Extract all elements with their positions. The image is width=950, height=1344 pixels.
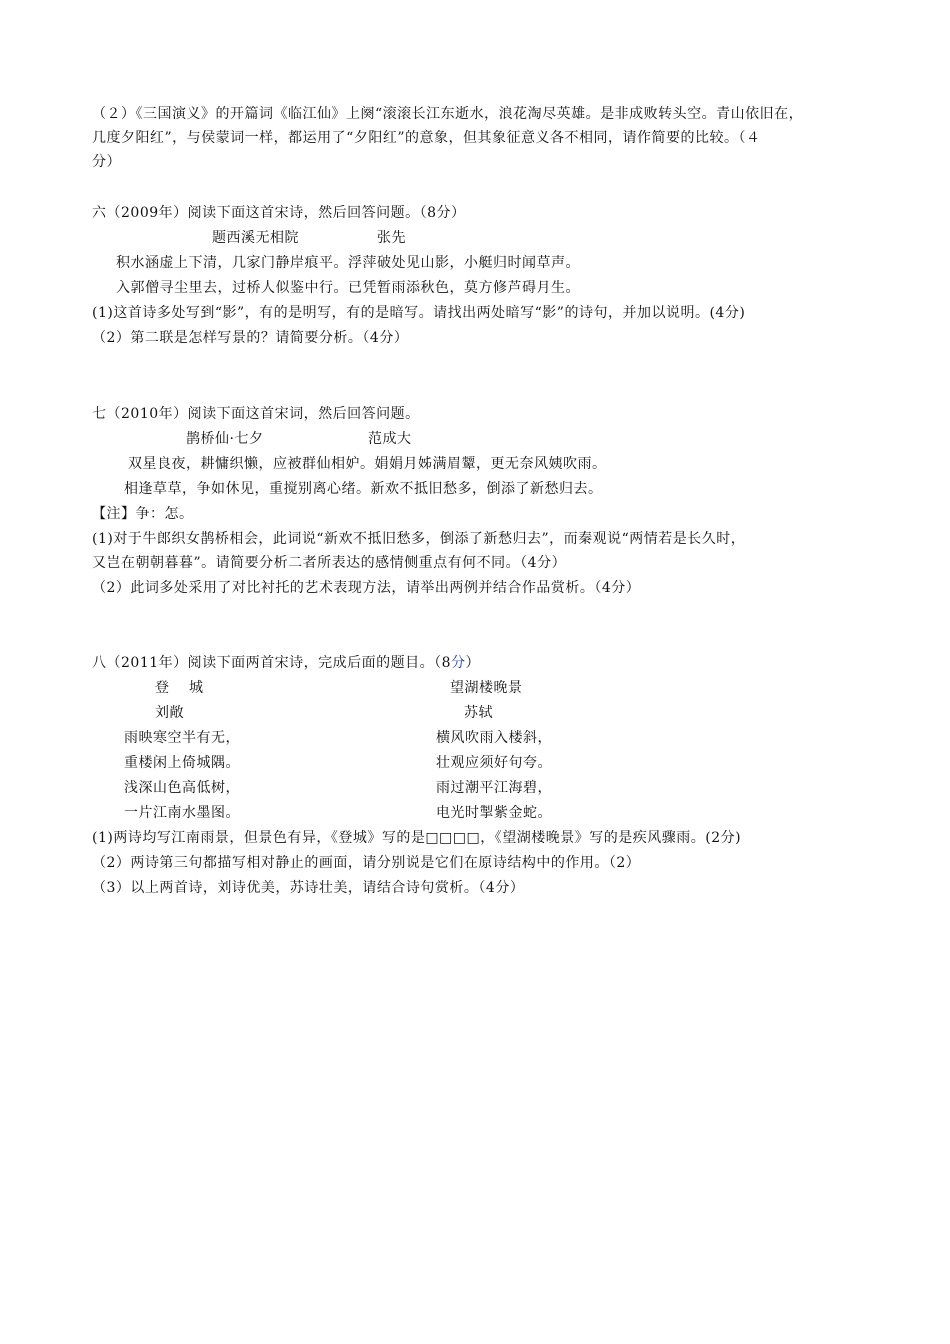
section-7-question1-line1: (1)对于牛郎织女鹊桥相会，此词说“新欢不抵旧愁多，倒添了新愁归去”，而秦观说“两情若是长久时， (92, 531, 746, 547)
section-7-poem-title: 鹊桥仙·七夕 (186, 431, 264, 447)
poem-b-title: 望湖楼晚景 (450, 680, 523, 696)
poem-b-line: 雨过潮平江海碧， (436, 780, 552, 796)
poem-b-line: 壮观应须好句夸。 (436, 755, 552, 771)
poem-a-author: 刘敞 (155, 705, 184, 721)
section-7-note: 【注】争：怎。 (92, 506, 194, 522)
section-6-poem-title: 题西溪无相院 (212, 230, 299, 246)
section-6-question1: (1)这首诗多处写到“影”，有的是明写，有的是暗写。请找出两处暗写“影”的诗句，并加以说明。(4分) (92, 305, 746, 321)
section-6-heading: 六（2009年）阅读下面这首宋诗，然后回答问题。（8分） (92, 205, 466, 221)
poem-b-author: 苏轼 (464, 705, 493, 721)
q5-2-line3: 分） (92, 154, 121, 170)
poem-a-line: 浅深山色高低树， (124, 780, 240, 796)
q5-2-line1: （２）《三国演义》的开篇词《临江仙》上阕“滚滚长江东逝水，浪花淘尽英雄。是非成败转头空。青山依旧在， (92, 106, 804, 122)
poem-b-line: 横风吹雨入楼斜， (436, 730, 552, 746)
section-6-poem-line1: 积水涵虚上下清，几家门静岸痕平。浮萍破处见山影，小艇归时闻草声。 (116, 255, 580, 271)
poem-b-line: 电光时掣紫金蛇。 (436, 805, 552, 821)
section-7-question2: （2）此词多处采用了对比衬托的艺术表现方法，请举出两例并结合作品赏析。（4分） (92, 580, 641, 596)
section-6-poem-line2: 入郭僧寻尘里去，过桥人似鉴中行。已凭暂雨添秋色，莫方修芦碍月生。 (116, 280, 580, 296)
section-7-poem-author: 范成大 (368, 431, 412, 447)
poem-a-line: 重楼闲上倚城隅。 (124, 755, 240, 771)
section-6-question2: （2）第二联是怎样写景的？请简要分析。（4分） (92, 330, 409, 346)
q5-2-line2: 几度夕阳红”，与侯蒙词一样，都运用了“夕阳红”的意象，但其象征意义各不相同，请作简要的比较。（４ (92, 130, 761, 146)
section-8-heading-blue: 分 (451, 655, 466, 671)
poem-a-line: 雨映寒空半有无， (124, 730, 240, 746)
section-7-poem-line1: 双星良夜，耕慵织懒，应被群仙相妒。娟娟月姊满眉颦，更无奈风姨吹雨。 (128, 456, 607, 472)
section-8-heading-end: ） (465, 655, 481, 671)
section-7-question1-line2: 又岂在朝朝暮暮”。请简要分析二者所表达的感情侧重点有何不同。（4分） (92, 555, 567, 571)
section-7-heading: 七（2010年）阅读下面这首宋词，然后回答问题。 (92, 406, 420, 422)
section-8-heading-main: 八（2011年）阅读下面两首宋诗，完成后面的题目。（8 (92, 655, 452, 671)
poem-a-line: 一片江南水墨图。 (124, 805, 240, 821)
poem-a-title: 登 城 (155, 680, 204, 696)
section-6-poem-author: 张先 (377, 230, 406, 246)
section-8-question2: （2）两诗第三句都描写相对静止的画面，请分别说是它们在原诗结构中的作用。（2） (92, 855, 641, 871)
section-8-question3: （3）以上两首诗，刘诗优美，苏诗壮美，请结合诗句赏析。（4分） (92, 880, 525, 896)
section-7-poem-line2: 相逢草草，争如休见，重搅别离心绪。新欢不抵旧愁多，倒添了新愁归去。 (124, 481, 603, 497)
section-8-question1: (1)两诗均写江南雨景，但景色有异，《登城》写的是□□□□，《望湖楼晚景》写的是疾风骤雨。(2分) (92, 830, 742, 846)
section-8-heading (92, 652, 480, 672)
